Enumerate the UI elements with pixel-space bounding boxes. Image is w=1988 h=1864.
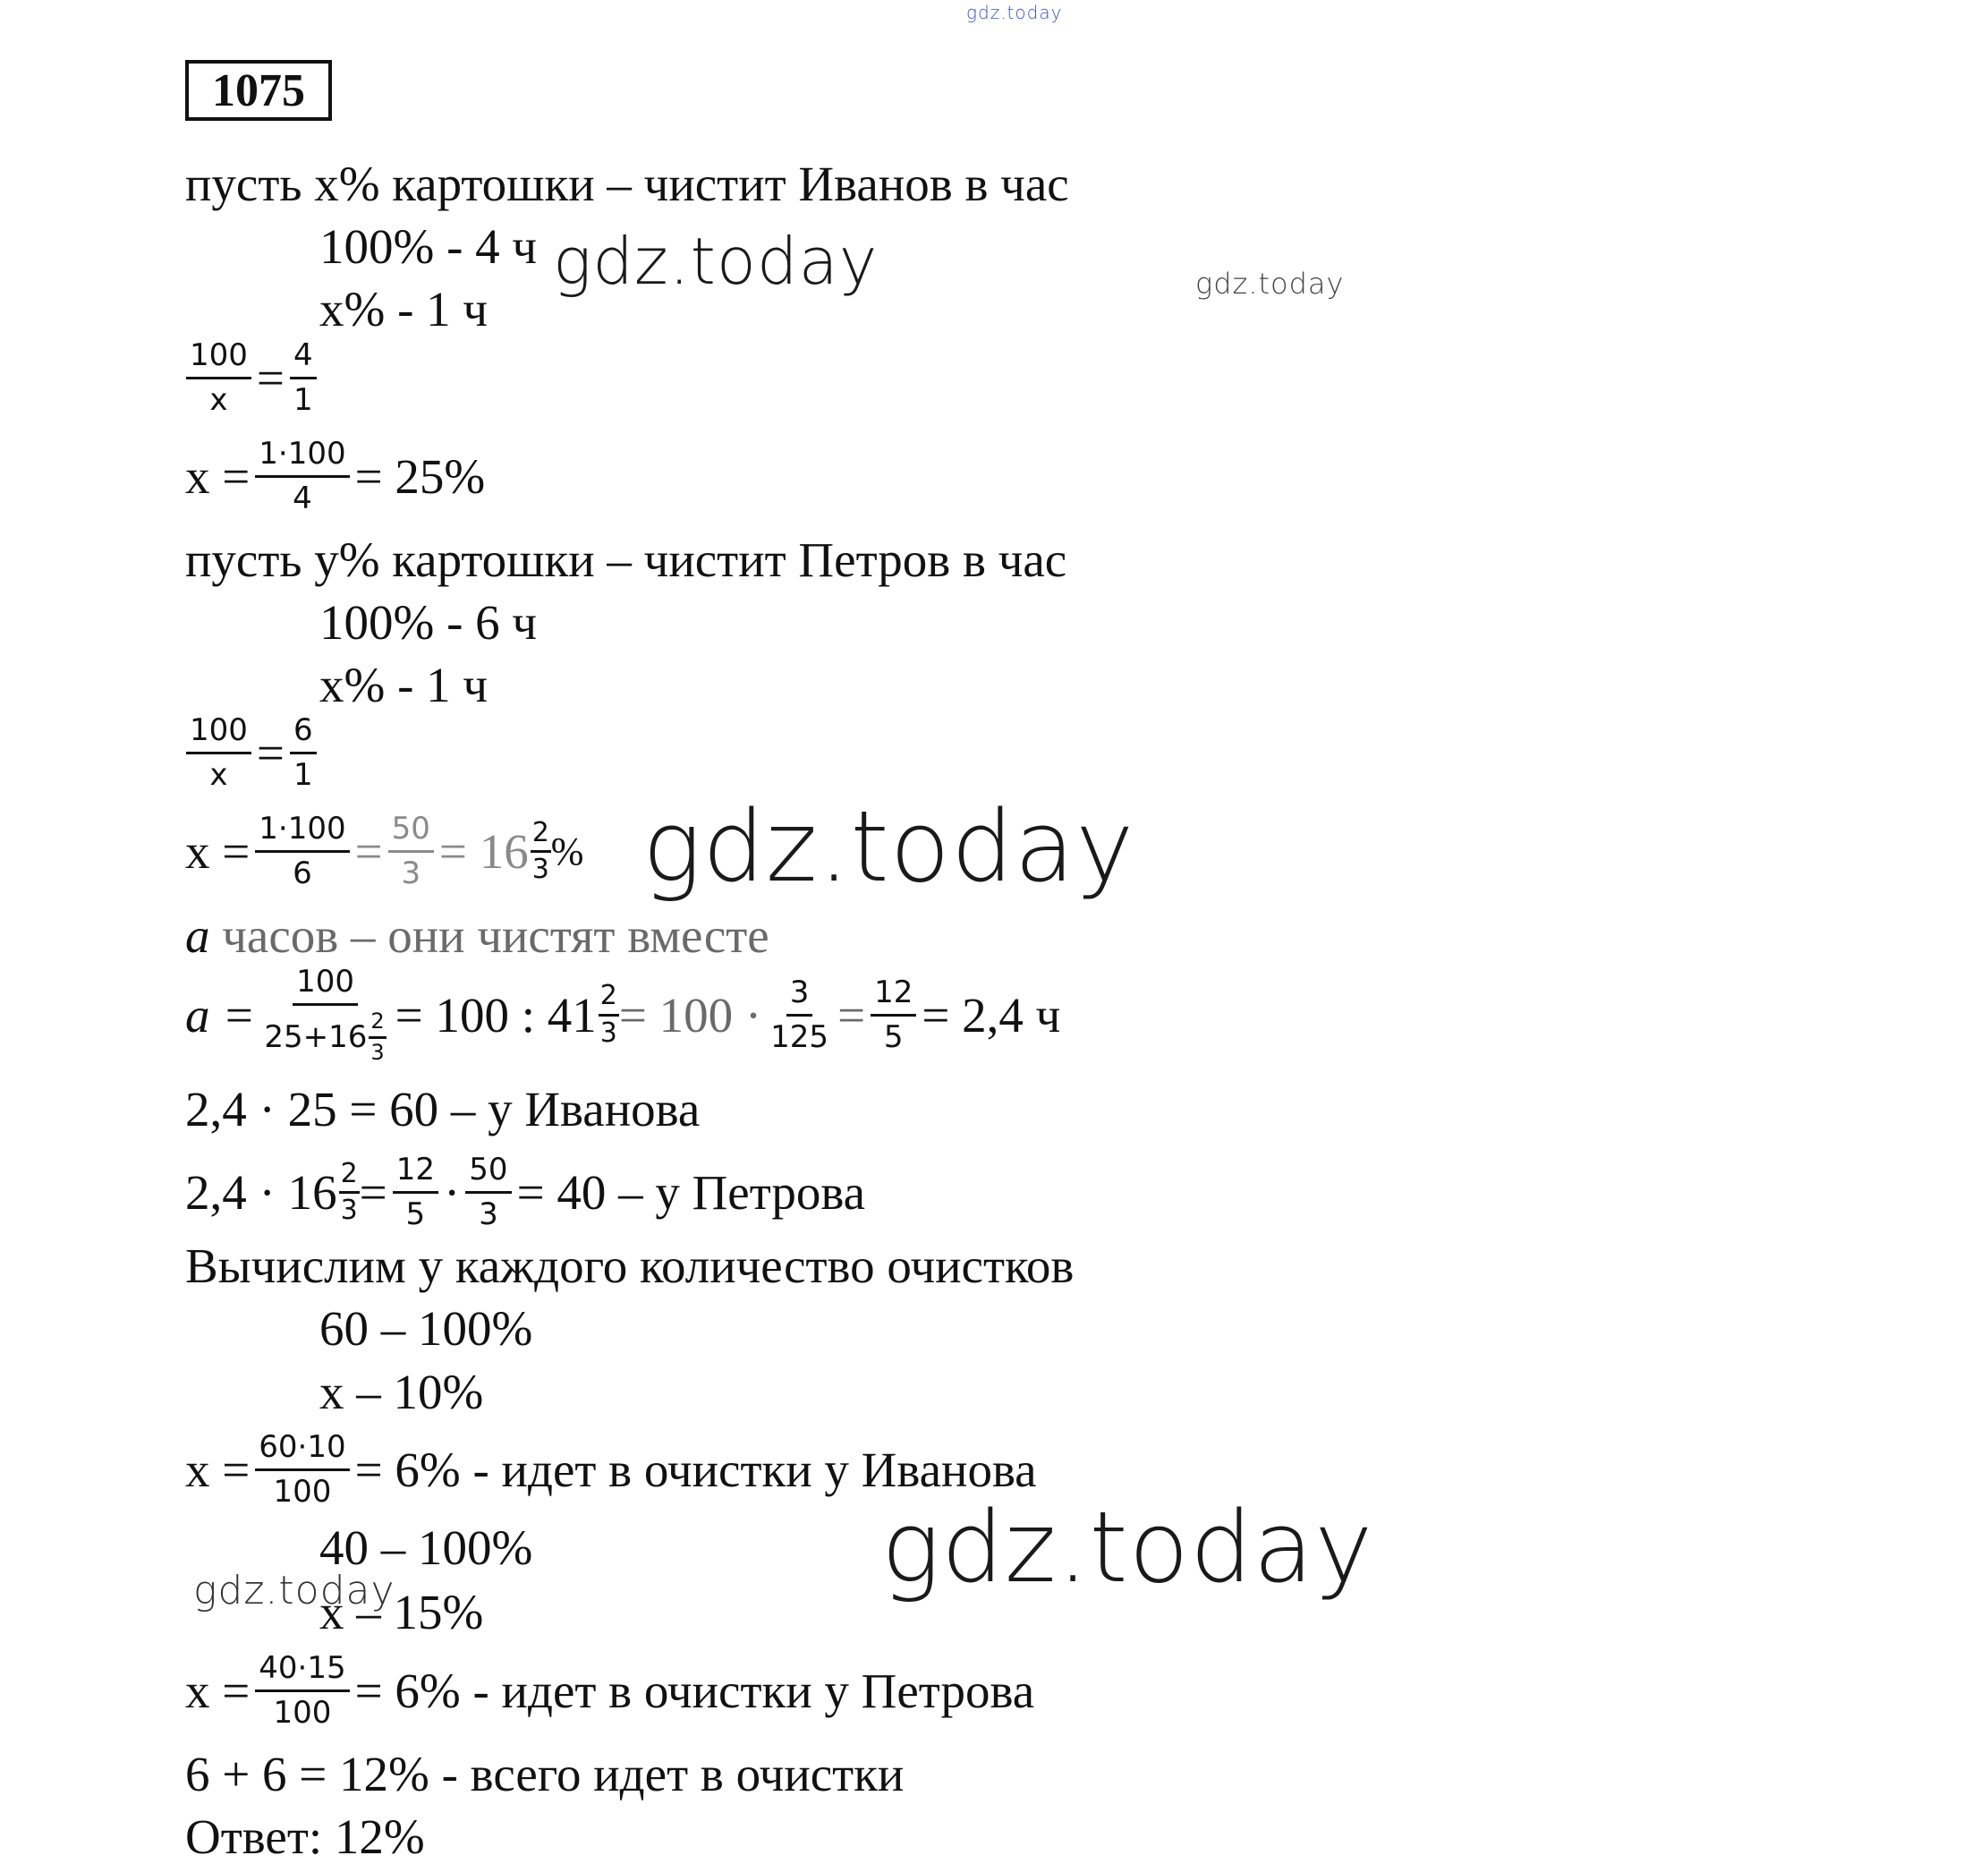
fraction — [599, 981, 619, 1049]
numerator: 3 — [786, 975, 813, 1017]
numerator: 2 — [339, 1159, 360, 1195]
text-line: 100% - 4 ч — [319, 219, 538, 274]
equation-rhs: = 6% - идет в очистки у Иванова — [354, 1443, 1037, 1498]
equation-lhs: а = — [185, 987, 256, 1043]
equation-lhs: х = — [185, 1443, 251, 1498]
denominator-text: 25+16 — [264, 1018, 368, 1055]
denominator: 3 — [599, 1017, 617, 1049]
equation — [185, 1651, 1034, 1731]
mixed-fraction — [597, 981, 619, 1049]
fraction — [255, 437, 349, 516]
equation-lhs: х = — [185, 1664, 251, 1719]
denominator: 3 — [401, 855, 421, 892]
equation-lhs: 2,4 · 16 — [185, 1165, 337, 1221]
denominator: 3 — [479, 1196, 498, 1233]
equation-rhs: = 40 – у Петрова — [516, 1165, 866, 1221]
mixed-fraction — [529, 818, 551, 886]
denominator: 5 — [883, 1018, 904, 1055]
equals-sign: = — [256, 726, 285, 781]
numerator: 12 — [393, 1153, 438, 1194]
fraction — [531, 818, 551, 886]
numerator: 1·100 — [255, 812, 349, 853]
equation-part: = 100 : 41 — [395, 987, 597, 1043]
answer-line: Ответ: 12% — [185, 1809, 425, 1864]
numerator: 60·10 — [255, 1430, 349, 1471]
denominator: 4 — [293, 481, 312, 517]
text-line: 60 – 100% — [319, 1301, 533, 1356]
denominator: 5 — [405, 1196, 426, 1233]
text-line: пусть х% картошки – чистит Иванов в час — [185, 157, 1069, 211]
fraction — [260, 965, 389, 1065]
numerator: 100 — [186, 338, 251, 379]
numerator: 6 — [290, 713, 317, 754]
text-line: х% - 1 ч — [319, 658, 489, 712]
fraction — [255, 812, 349, 891]
text-fragment: часов – они чистят вместе — [222, 908, 769, 963]
numerator: 2 — [599, 981, 619, 1017]
numerator: 12 — [871, 975, 916, 1017]
denominator: 100 — [273, 1474, 332, 1511]
denominator: 6 — [293, 855, 312, 892]
fraction — [255, 1430, 349, 1510]
equals-sign: = — [354, 824, 383, 880]
numerator: 50 — [388, 812, 434, 853]
fraction — [388, 812, 434, 891]
denominator: 125 — [770, 1018, 829, 1055]
text-line: 40 – 100% — [319, 1520, 533, 1575]
equation-lhs: х = — [185, 824, 251, 880]
watermark: gdz.today — [881, 1490, 1374, 1604]
equation-part: = 100 · — [618, 987, 762, 1043]
equation — [181, 713, 322, 793]
denominator — [260, 1006, 389, 1065]
numerator: 40·15 — [255, 1651, 349, 1692]
equals-sign: = — [359, 1165, 387, 1221]
fraction — [369, 1009, 386, 1065]
numerator: 2 — [531, 818, 551, 854]
multiply-sign: · — [443, 1165, 461, 1221]
equation-part: = 16 — [438, 824, 529, 880]
fraction — [290, 338, 317, 418]
denominator: 3 — [531, 854, 549, 886]
text-line: 2,4 · 25 = 60 – у Иванова — [185, 1082, 701, 1136]
variable-a: а — [185, 908, 210, 963]
equation-rhs: = 25% — [354, 449, 486, 505]
numerator: 1·100 — [255, 437, 349, 478]
numerator: 2 — [369, 1009, 386, 1039]
watermark: gdz.today — [1195, 267, 1345, 301]
mixed-fraction — [337, 1159, 360, 1227]
fraction — [339, 1159, 360, 1227]
mixed-fraction — [367, 1009, 386, 1065]
text-line: 100% - 6 ч — [319, 595, 538, 650]
fraction — [465, 1153, 511, 1232]
watermark: gdz.today — [553, 224, 879, 299]
equals-sign: = — [837, 987, 866, 1043]
denominator: 1 — [293, 757, 313, 794]
equation — [185, 812, 583, 891]
fraction — [290, 713, 317, 793]
watermark: gdz.today — [193, 1568, 395, 1613]
fraction — [186, 713, 251, 793]
text-line: х – 10% — [319, 1365, 484, 1419]
denominator: 3 — [370, 1039, 385, 1065]
numerator: 100 — [293, 965, 358, 1006]
equation-lhs: х = — [185, 449, 251, 505]
equation — [185, 1153, 865, 1232]
equals-sign: = — [256, 351, 285, 406]
text-line: х – 15% — [319, 1585, 484, 1639]
denominator: 100 — [273, 1695, 332, 1732]
text-line: х% - 1 ч — [319, 282, 489, 336]
numerator: 100 — [186, 713, 251, 754]
fraction — [186, 338, 251, 418]
text-line: пусть у% картошки – чистит Петров в час — [185, 532, 1067, 587]
equation-rhs: = 6% - идет в очистки у Петрова — [354, 1664, 1035, 1719]
problem-number: 1075 — [185, 60, 332, 121]
watermark-top: gdz.today — [966, 2, 1063, 23]
percent-sign: % — [550, 829, 584, 873]
fraction — [871, 975, 916, 1055]
numerator: 50 — [465, 1153, 511, 1194]
fraction — [255, 1651, 349, 1731]
numerator: 4 — [290, 338, 317, 379]
text-line: Вычислим у каждого количество очистков — [185, 1238, 1075, 1293]
fraction — [393, 1153, 438, 1232]
watermark: gdz.today — [642, 789, 1135, 904]
equation — [181, 338, 322, 418]
equation-rhs: = 2,4 ч — [922, 987, 1061, 1043]
text-line — [185, 908, 769, 963]
denominator: 3 — [340, 1195, 358, 1227]
equation — [185, 965, 1060, 1065]
text-line: 6 + 6 = 12% - всего идет в очистки — [185, 1747, 905, 1801]
fraction — [767, 975, 832, 1055]
denominator: x — [209, 757, 228, 794]
denominator: x — [209, 382, 228, 419]
denominator: 1 — [293, 382, 313, 419]
equation — [185, 437, 485, 516]
